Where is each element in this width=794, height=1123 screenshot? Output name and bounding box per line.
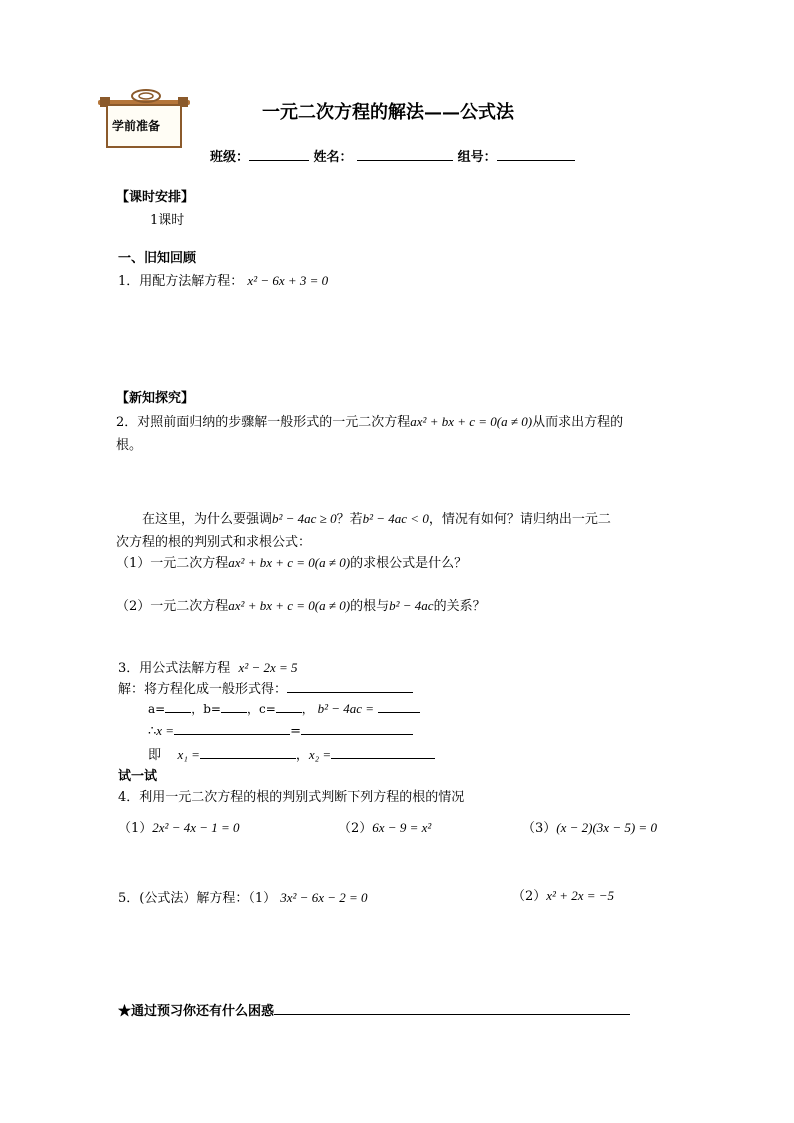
q5-2-label: （2） <box>512 889 547 904</box>
q2-text: 2．对照前面归纳的步骤解一般形式的一元二次方程 <box>116 415 411 430</box>
q3-equation: x² − 2x = 5 <box>238 660 298 675</box>
q4-3-label: （3） <box>522 821 557 836</box>
sub1-post: 的求根公式是什么？ <box>350 556 468 571</box>
q4-part2 <box>338 817 431 836</box>
q5-1-equation: 3x² − 6x − 2 = 0 <box>280 890 368 905</box>
sub2-equation: ax² + bx + c = 0(a ≠ 0) <box>228 598 351 613</box>
discriminant-paragraph <box>142 508 611 527</box>
q3-formula-row <box>148 720 413 739</box>
x1-field[interactable] <box>200 744 296 759</box>
sub2-mid: 的根与 <box>350 599 390 614</box>
x2-field[interactable] <box>331 744 435 759</box>
q3-step1 <box>118 678 413 697</box>
sub-question-2 <box>116 595 486 614</box>
q3-text: 3．用公式法解方程 <box>118 661 231 676</box>
ji-label: 即 <box>148 748 162 763</box>
c-label: ，c= <box>246 702 276 716</box>
group-field[interactable] <box>497 146 575 161</box>
b-label: ，b= <box>191 702 221 716</box>
question-1 <box>118 270 328 289</box>
schedule-value: 1课时 <box>150 213 185 228</box>
sep: ， <box>301 702 314 716</box>
q4-2-label: （2） <box>338 821 373 836</box>
q4-part1 <box>118 817 240 836</box>
class-field[interactable] <box>249 146 309 161</box>
para-mid: ？若 <box>336 512 363 527</box>
q5-part2 <box>512 885 614 904</box>
sub1-equation: ax² + bx + c = 0(a ≠ 0) <box>228 555 351 570</box>
discriminant-field[interactable] <box>378 700 420 713</box>
q1-text: 1．用配方法解方程： <box>118 274 244 289</box>
name-field[interactable] <box>357 146 453 161</box>
discriminant-label: b² − 4ac = <box>317 701 375 716</box>
a-field[interactable] <box>165 700 191 713</box>
discriminant-paragraph-line2: 次方程的根的判别式和求根公式： <box>116 535 312 550</box>
page-title: 一元二次方程的解法——公式法 <box>262 102 514 123</box>
question-2-line2: 根。 <box>116 438 143 453</box>
sub2-post: 的关系？ <box>433 599 486 614</box>
try-heading: 试一试 <box>118 769 158 784</box>
explore-heading: 【新知探究】 <box>116 391 195 406</box>
q2-text-post: 从而求出方程的 <box>532 415 624 430</box>
sub2-equation2: b² − 4ac <box>389 598 434 613</box>
q4-1-equation: 2x² − 4x − 1 = 0 <box>152 820 240 835</box>
para-eq1: b² − 4ac ≥ 0 <box>272 511 337 526</box>
q1-equation: x² − 6x + 3 = 0 <box>247 273 329 288</box>
reflection-prompt <box>118 1000 630 1019</box>
section-badge <box>98 86 190 148</box>
badge-label: 学前准备 <box>112 119 161 133</box>
question-2-line1 <box>116 411 623 430</box>
para-eq2: b² − 4ac < 0 <box>362 511 429 526</box>
q4-3-equation: (x − 2)(3x − 5) = 0 <box>556 820 657 835</box>
formula-result-field[interactable] <box>301 720 413 735</box>
sub1-text: （1）一元二次方程 <box>116 556 229 571</box>
q2-equation: ax² + bx + c = 0(a ≠ 0) <box>410 414 533 429</box>
schedule-heading: 【课时安排】 <box>116 190 195 205</box>
sub-question-1 <box>116 552 467 571</box>
reflection-field[interactable] <box>274 1000 630 1015</box>
question-3 <box>118 657 298 676</box>
q5-2-equation: x² + 2x = −5 <box>546 888 615 903</box>
group-label: 组号： <box>457 150 497 165</box>
question-4: 4．利用一元二次方程的根的判别式判断下列方程的根的情况 <box>118 790 465 805</box>
review-heading: 一、旧知回顾 <box>118 251 197 266</box>
student-info-row <box>210 146 575 165</box>
b-field[interactable] <box>221 700 247 713</box>
q3-roots-row <box>148 744 435 763</box>
c-field[interactable] <box>276 700 302 713</box>
x1-label: x₁ = <box>177 747 200 762</box>
general-form-field[interactable] <box>287 678 413 693</box>
x-label: x = <box>156 723 175 738</box>
q5-text: 5．(公式法）解方程：（1） <box>118 891 277 906</box>
para-text: 在这里，为什么要强调 <box>142 512 273 527</box>
a-label: a= <box>148 702 166 716</box>
therefore-symbol: ∴ <box>148 724 157 739</box>
question-5 <box>118 887 368 906</box>
class-label: 班级： <box>210 150 250 165</box>
q4-1-label: （1） <box>118 821 153 836</box>
q3-step1-text: 解：将方程化成一般形式得： <box>118 682 288 697</box>
q4-part3 <box>522 817 657 836</box>
equals-sign: = <box>290 724 301 739</box>
formula-field[interactable] <box>174 720 290 735</box>
x2-label: x₂ = <box>308 747 332 762</box>
q3-coefficients <box>148 700 420 717</box>
para-post: ，情况有如何？请归纳出一元二 <box>428 512 611 527</box>
name-label: 姓名： <box>313 150 353 165</box>
sub2-text: （2）一元二次方程 <box>116 599 229 614</box>
reflection-text: ★通过预习你还有什么困惑 <box>118 1004 275 1019</box>
comma: ， <box>295 748 309 763</box>
q4-2-equation: 6x − 9 = x² <box>372 820 432 835</box>
